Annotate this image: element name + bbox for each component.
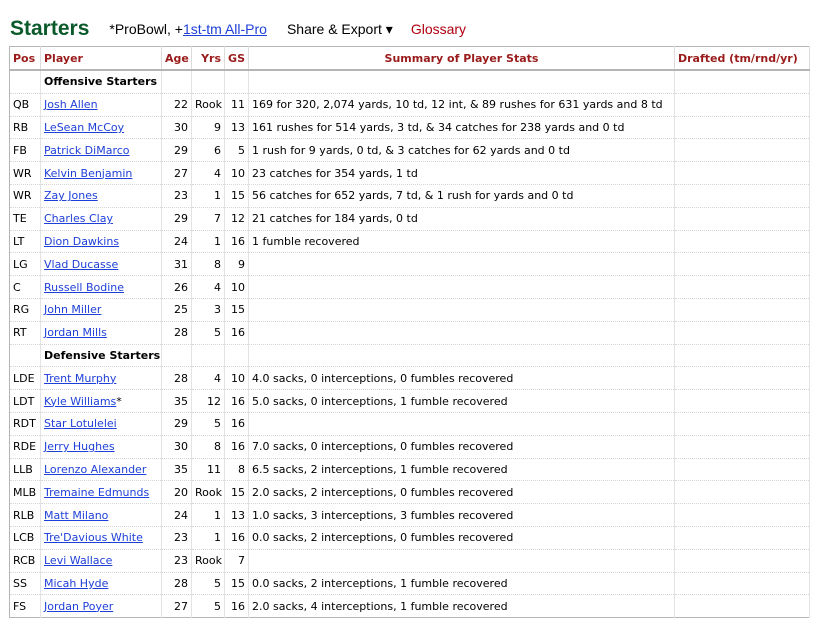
section-pos-cell [10, 344, 41, 367]
age-cell: 28 [162, 321, 192, 344]
years-cell: 9 [192, 116, 225, 139]
table-body [10, 70, 810, 618]
section-row-offense [10, 70, 810, 93]
player-link[interactable]: Tremaine Edmunds [44, 485, 150, 499]
allpro-link[interactable]: 1st-tm All-Pro [182, 21, 267, 37]
section-pos-cell [10, 70, 41, 93]
games-started-cell: 12 [225, 207, 249, 230]
games-started-cell: 5 [225, 139, 249, 162]
position-cell: LLB [10, 458, 41, 481]
drafted-cell [675, 116, 810, 139]
position-cell: LT [10, 230, 41, 253]
games-started-cell: 9 [225, 253, 249, 276]
position-cell: MLB [10, 481, 41, 504]
years-cell: 4 [192, 367, 225, 390]
age-cell: 23 [162, 549, 192, 572]
age-cell: 28 [162, 367, 192, 390]
age-cell: 31 [162, 253, 192, 276]
section-empty-cell [162, 344, 192, 367]
games-started-cell: 13 [225, 504, 249, 527]
summary-cell: 1 fumble recovered [249, 230, 675, 253]
table-row [10, 116, 810, 139]
games-started-cell: 16 [225, 435, 249, 458]
drafted-cell [675, 298, 810, 321]
player-link[interactable]: Levi Wallace [44, 554, 113, 568]
col-header-age[interactable]: Age [162, 47, 192, 71]
table-row [10, 458, 810, 481]
games-started-cell: 15 [225, 481, 249, 504]
player-cell [41, 207, 162, 230]
page-header [10, 13, 466, 45]
games-started-cell: 10 [225, 162, 249, 185]
games-started-cell: 7 [225, 549, 249, 572]
age-cell: 24 [162, 504, 192, 527]
years-cell: 4 [192, 276, 225, 299]
player-cell [41, 549, 162, 572]
age-cell: 23 [162, 526, 192, 549]
age-cell: 25 [162, 298, 192, 321]
col-header-summary[interactable]: Summary of Player Stats [249, 47, 675, 71]
position-cell: SS [10, 572, 41, 595]
player-cell [41, 139, 162, 162]
years-cell: 4 [192, 162, 225, 185]
games-started-cell: 16 [225, 321, 249, 344]
drafted-cell [675, 549, 810, 572]
col-header-player[interactable]: Player [41, 47, 162, 71]
summary-cell: 6.5 sacks, 2 interceptions, 1 fumble recovered [249, 458, 675, 481]
years-cell: 1 [192, 230, 225, 253]
table-row [10, 253, 810, 276]
player-link[interactable]: Dion Dawkins [44, 234, 120, 248]
years-cell: Rook [192, 549, 225, 572]
player-link[interactable]: Russell Bodine [44, 280, 125, 294]
player-cell [41, 276, 162, 299]
player-cell [41, 412, 162, 435]
section-empty-cell [249, 70, 675, 93]
player-cell [41, 162, 162, 185]
col-header-pos[interactable]: Pos [10, 47, 41, 71]
probowl-note: *ProBowl, + [109, 21, 183, 37]
section-label: Offensive Starters [41, 70, 162, 93]
games-started-cell: 15 [225, 184, 249, 207]
player-link[interactable]: John Miller [44, 303, 102, 317]
table-row [10, 526, 810, 549]
drafted-cell [675, 595, 810, 618]
player-link[interactable]: Patrick DiMarco [44, 143, 130, 157]
summary-cell [249, 298, 675, 321]
player-link[interactable]: Micah Hyde [44, 576, 109, 590]
summary-cell [249, 549, 675, 572]
player-link[interactable]: Matt Milano [44, 508, 109, 522]
section-empty-cell [162, 70, 192, 93]
player-link[interactable]: Jordan Poyer [44, 599, 114, 613]
table-row [10, 572, 810, 595]
player-cell [41, 504, 162, 527]
age-cell: 28 [162, 572, 192, 595]
drafted-cell [675, 321, 810, 344]
table-row [10, 321, 810, 344]
player-cell [41, 526, 162, 549]
position-cell: RB [10, 116, 41, 139]
drafted-cell [675, 390, 810, 413]
games-started-cell: 15 [225, 298, 249, 321]
age-cell: 29 [162, 139, 192, 162]
table-row [10, 276, 810, 299]
table-row [10, 298, 810, 321]
years-cell: 5 [192, 572, 225, 595]
player-cell [41, 253, 162, 276]
position-cell: WR [10, 162, 41, 185]
player-cell [41, 321, 162, 344]
drafted-cell [675, 162, 810, 185]
age-cell: 35 [162, 390, 192, 413]
summary-cell [249, 321, 675, 344]
position-cell: RG [10, 298, 41, 321]
games-started-cell: 10 [225, 276, 249, 299]
table-row [10, 504, 810, 527]
drafted-cell [675, 367, 810, 390]
table-row [10, 435, 810, 458]
years-cell: 7 [192, 207, 225, 230]
drafted-cell [675, 230, 810, 253]
legend-note [109, 21, 267, 37]
drafted-cell [675, 276, 810, 299]
years-cell: 5 [192, 595, 225, 618]
glossary-link[interactable]: Glossary [410, 21, 467, 37]
summary-cell: 0.0 sacks, 2 interceptions, 0 fumbles recovered [249, 526, 675, 549]
position-cell: LDT [10, 390, 41, 413]
summary-cell: 169 for 320, 2,074 yards, 10 td, 12 int, & 89 rushes for 631 yards and 8 td [249, 93, 675, 116]
table-header-row [10, 47, 810, 71]
table-row [10, 549, 810, 572]
col-header-yrs[interactable]: Yrs [192, 47, 225, 71]
player-link[interactable]: Josh Allen [44, 98, 98, 112]
age-cell: 23 [162, 184, 192, 207]
player-link[interactable]: Lorenzo Alexander [44, 462, 147, 476]
probowl-mark: * [116, 394, 122, 408]
player-link[interactable]: Charles Clay [44, 212, 113, 226]
page-title: Starters [10, 17, 90, 40]
drafted-cell [675, 139, 810, 162]
player-cell [41, 184, 162, 207]
age-cell: 26 [162, 276, 192, 299]
years-cell: 1 [192, 184, 225, 207]
player-cell [41, 458, 162, 481]
section-empty-cell [225, 70, 249, 93]
section-empty-cell [225, 344, 249, 367]
drafted-cell [675, 458, 810, 481]
years-cell: 3 [192, 298, 225, 321]
position-cell: WR [10, 184, 41, 207]
age-cell: 22 [162, 93, 192, 116]
col-header-drafted[interactable]: Drafted (tm/rnd/yr) [675, 47, 810, 71]
player-link[interactable]: LeSean McCoy [44, 120, 125, 134]
table-row [10, 412, 810, 435]
position-cell: RT [10, 321, 41, 344]
age-cell: 24 [162, 230, 192, 253]
player-link[interactable]: Kyle Williams [44, 394, 117, 408]
table-row [10, 595, 810, 618]
player-cell [41, 481, 162, 504]
summary-cell: 56 catches for 652 yards, 7 td, & 1 rush for yards and 0 td [249, 184, 675, 207]
games-started-cell: 16 [225, 526, 249, 549]
games-started-cell: 8 [225, 458, 249, 481]
summary-cell: 5.0 sacks, 0 interceptions, 1 fumble recovered [249, 390, 675, 413]
summary-cell: 1 rush for 9 yards, 0 td, & 3 catches for 62 yards and 0 td [249, 139, 675, 162]
age-cell: 30 [162, 435, 192, 458]
years-cell: 5 [192, 321, 225, 344]
age-cell: 27 [162, 595, 192, 618]
games-started-cell: 16 [225, 595, 249, 618]
years-cell: 8 [192, 253, 225, 276]
summary-cell: 7.0 sacks, 0 interceptions, 0 fumbles recovered [249, 435, 675, 458]
player-link[interactable]: Jerry Hughes [44, 440, 115, 454]
position-cell: TE [10, 207, 41, 230]
share-export-menu[interactable]: Share & Export ▾ [286, 20, 393, 37]
position-cell: LDE [10, 367, 41, 390]
position-cell: RDE [10, 435, 41, 458]
drafted-cell [675, 481, 810, 504]
table-row [10, 230, 810, 253]
player-link[interactable]: Vlad Ducasse [44, 257, 119, 271]
starters-table-container [9, 46, 809, 618]
table-row [10, 207, 810, 230]
drafted-cell [675, 435, 810, 458]
player-cell [41, 230, 162, 253]
drafted-cell [675, 184, 810, 207]
drafted-cell [675, 93, 810, 116]
years-cell: 1 [192, 504, 225, 527]
summary-cell: 21 catches for 184 yards, 0 td [249, 207, 675, 230]
games-started-cell: 16 [225, 230, 249, 253]
years-cell: Rook [192, 481, 225, 504]
section-label: Defensive Starters [41, 344, 162, 367]
player-link[interactable]: Tre'Davious White [44, 531, 143, 545]
player-cell [41, 390, 162, 413]
summary-cell [249, 276, 675, 299]
position-cell: FB [10, 139, 41, 162]
summary-cell: 4.0 sacks, 0 interceptions, 0 fumbles recovered [249, 367, 675, 390]
player-link[interactable]: Zay Jones [44, 189, 98, 203]
player-cell [41, 367, 162, 390]
years-cell: 1 [192, 526, 225, 549]
years-cell: 11 [192, 458, 225, 481]
player-cell [41, 116, 162, 139]
player-cell [41, 572, 162, 595]
table-row [10, 367, 810, 390]
years-cell: 6 [192, 139, 225, 162]
games-started-cell: 15 [225, 572, 249, 595]
summary-cell [249, 253, 675, 276]
years-cell: 8 [192, 435, 225, 458]
games-started-cell: 16 [225, 390, 249, 413]
table-row [10, 481, 810, 504]
summary-cell: 2.0 sacks, 2 interceptions, 0 fumbles recovered [249, 481, 675, 504]
player-cell [41, 298, 162, 321]
player-link[interactable]: Kelvin Benjamin [44, 166, 133, 180]
position-cell: C [10, 276, 41, 299]
player-cell [41, 93, 162, 116]
drafted-cell [675, 504, 810, 527]
age-cell: 20 [162, 481, 192, 504]
position-cell: LCB [10, 526, 41, 549]
summary-cell [249, 412, 675, 435]
player-cell [41, 595, 162, 618]
player-link[interactable]: Jordan Mills [44, 326, 107, 340]
drafted-cell [675, 412, 810, 435]
section-row-defense [10, 344, 810, 367]
drafted-cell [675, 526, 810, 549]
age-cell: 35 [162, 458, 192, 481]
player-link[interactable]: Star Lotulelei [44, 417, 117, 431]
section-empty-cell [675, 344, 810, 367]
summary-cell: 23 catches for 354 yards, 1 td [249, 162, 675, 185]
games-started-cell: 11 [225, 93, 249, 116]
position-cell: RLB [10, 504, 41, 527]
age-cell: 30 [162, 116, 192, 139]
table-row [10, 184, 810, 207]
years-cell: Rook [192, 93, 225, 116]
section-empty-cell [192, 70, 225, 93]
position-cell: RCB [10, 549, 41, 572]
games-started-cell: 16 [225, 412, 249, 435]
summary-cell: 1.0 sacks, 3 interceptions, 3 fumbles recovered [249, 504, 675, 527]
position-cell: FS [10, 595, 41, 618]
section-empty-cell [675, 70, 810, 93]
table-row [10, 162, 810, 185]
age-cell: 29 [162, 412, 192, 435]
summary-cell: 161 rushes for 514 yards, 3 td, & 34 catches for 238 yards and 0 td [249, 116, 675, 139]
age-cell: 27 [162, 162, 192, 185]
games-started-cell: 10 [225, 367, 249, 390]
drafted-cell [675, 572, 810, 595]
section-empty-cell [249, 344, 675, 367]
years-cell: 5 [192, 412, 225, 435]
summary-cell: 0.0 sacks, 2 interceptions, 1 fumble recovered [249, 572, 675, 595]
table-row [10, 139, 810, 162]
player-link[interactable]: Trent Murphy [44, 371, 117, 385]
age-cell: 29 [162, 207, 192, 230]
table-row [10, 390, 810, 413]
position-cell: LG [10, 253, 41, 276]
summary-cell: 2.0 sacks, 4 interceptions, 1 fumble recovered [249, 595, 675, 618]
col-header-gs[interactable]: GS [225, 47, 249, 71]
starters-table [9, 46, 810, 618]
drafted-cell [675, 253, 810, 276]
player-cell [41, 435, 162, 458]
position-cell: RDT [10, 412, 41, 435]
games-started-cell: 13 [225, 116, 249, 139]
position-cell: QB [10, 93, 41, 116]
section-empty-cell [192, 344, 225, 367]
years-cell: 12 [192, 390, 225, 413]
table-row [10, 93, 810, 116]
drafted-cell [675, 207, 810, 230]
